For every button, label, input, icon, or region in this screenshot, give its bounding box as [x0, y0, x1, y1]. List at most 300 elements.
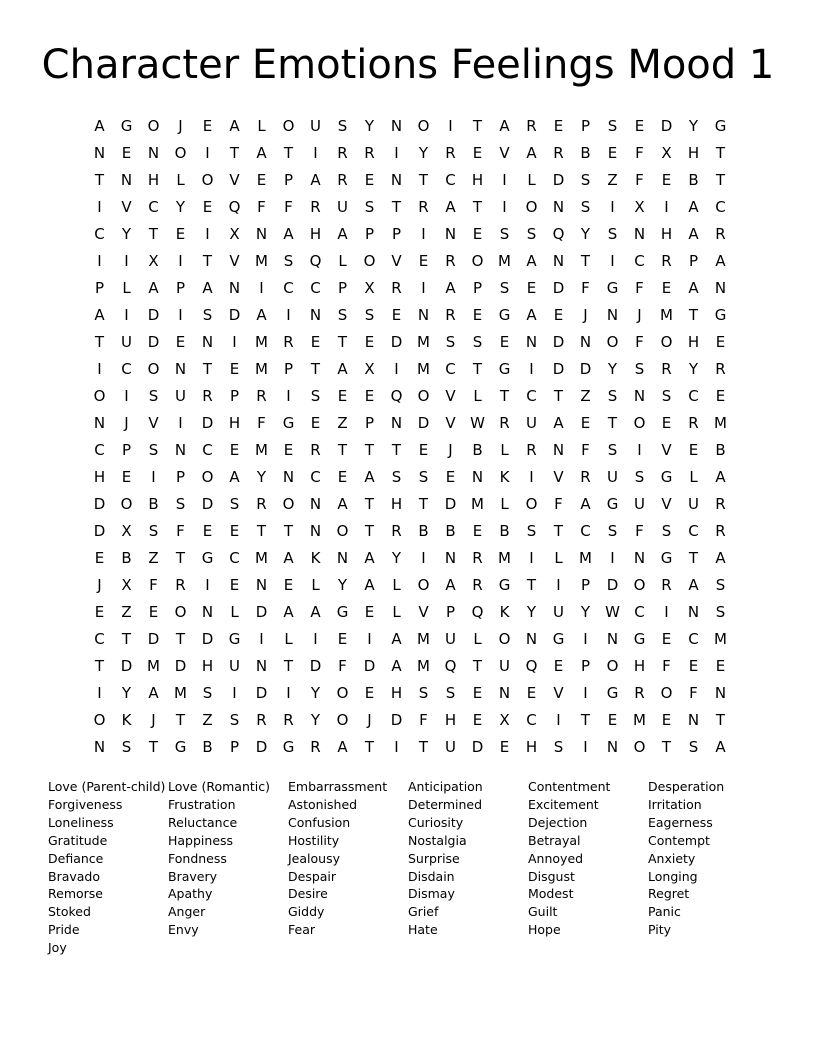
grid-letter[interactable]: S [337, 116, 348, 135]
grid-letter[interactable]: S [607, 116, 618, 135]
grid-letter[interactable]: T [283, 656, 294, 675]
grid-letter[interactable]: R [553, 143, 564, 162]
grid-letter[interactable]: A [526, 305, 537, 324]
grid-letter[interactable]: L [689, 467, 698, 486]
grid-letter[interactable]: E [337, 386, 348, 405]
grid-letter[interactable]: V [553, 467, 564, 486]
grid-letter[interactable]: T [94, 656, 105, 675]
grid-letter[interactable]: V [391, 251, 402, 270]
grid-letter[interactable]: O [606, 656, 619, 675]
grid-letter[interactable]: P [364, 413, 375, 432]
grid-letter[interactable]: D [579, 359, 592, 378]
grid-letter[interactable]: I [178, 413, 183, 432]
grid-letter[interactable]: N [93, 413, 106, 432]
grid-letter[interactable]: O [525, 494, 538, 513]
grid-letter[interactable]: T [688, 305, 699, 324]
grid-letter[interactable]: Y [688, 359, 699, 378]
grid-letter[interactable]: E [337, 467, 348, 486]
grid-letter[interactable]: X [148, 251, 159, 270]
grid-letter[interactable]: T [283, 521, 294, 540]
grid-letter[interactable]: D [660, 116, 673, 135]
grid-letter[interactable]: T [472, 656, 483, 675]
grid-letter[interactable]: B [472, 440, 483, 459]
grid-letter[interactable]: S [391, 467, 402, 486]
grid-letter[interactable]: I [664, 197, 669, 216]
grid-letter[interactable]: S [148, 440, 159, 459]
grid-letter[interactable]: G [228, 629, 241, 648]
grid-letter[interactable]: S [526, 224, 537, 243]
grid-letter[interactable]: Y [391, 548, 402, 567]
grid-letter[interactable]: J [178, 116, 183, 135]
grid-letter[interactable]: S [445, 683, 456, 702]
grid-letter[interactable]: S [715, 602, 726, 621]
grid-letter[interactable]: E [121, 467, 132, 486]
grid-letter[interactable]: S [337, 305, 348, 324]
grid-letter[interactable]: Y [607, 359, 618, 378]
grid-letter[interactable]: O [174, 602, 187, 621]
grid-letter[interactable]: H [390, 683, 403, 702]
grid-letter[interactable]: G [714, 116, 727, 135]
grid-letter[interactable]: N [282, 467, 295, 486]
grid-letter[interactable]: N [552, 197, 565, 216]
grid-letter[interactable]: O [633, 575, 646, 594]
grid-letter[interactable]: I [151, 467, 156, 486]
grid-letter[interactable]: T [715, 710, 726, 729]
grid-letter[interactable]: E [472, 683, 483, 702]
grid-letter[interactable]: A [445, 575, 456, 594]
grid-letter[interactable]: I [367, 629, 372, 648]
grid-letter[interactable]: C [688, 386, 699, 405]
grid-letter[interactable]: D [417, 413, 430, 432]
grid-letter[interactable]: A [715, 548, 726, 567]
grid-letter[interactable]: I [286, 305, 291, 324]
grid-letter[interactable]: E [634, 116, 645, 135]
grid-letter[interactable]: F [689, 683, 698, 702]
grid-letter[interactable]: T [175, 548, 186, 567]
grid-letter[interactable]: X [364, 359, 375, 378]
grid-letter[interactable]: H [228, 413, 241, 432]
grid-letter[interactable]: E [526, 278, 537, 297]
grid-letter[interactable]: J [151, 710, 156, 729]
grid-letter[interactable]: E [283, 575, 294, 594]
grid-letter[interactable]: Q [228, 197, 241, 216]
grid-letter[interactable]: K [121, 710, 132, 729]
grid-letter[interactable]: G [552, 629, 565, 648]
grid-letter[interactable]: F [176, 521, 185, 540]
grid-letter[interactable]: I [610, 548, 615, 567]
grid-letter[interactable]: I [259, 278, 264, 297]
grid-letter[interactable]: X [661, 143, 672, 162]
grid-letter[interactable]: P [580, 575, 591, 594]
grid-letter[interactable]: I [178, 251, 183, 270]
grid-letter[interactable]: J [583, 305, 588, 324]
grid-letter[interactable]: B [121, 548, 132, 567]
grid-letter[interactable]: S [580, 170, 591, 189]
grid-letter[interactable]: I [205, 224, 210, 243]
grid-letter[interactable]: V [418, 602, 429, 621]
grid-letter[interactable]: D [309, 656, 322, 675]
grid-letter[interactable]: A [688, 197, 699, 216]
grid-letter[interactable]: T [94, 170, 105, 189]
grid-letter[interactable]: A [229, 116, 240, 135]
grid-letter[interactable]: T [418, 737, 429, 756]
grid-letter[interactable]: G [336, 602, 349, 621]
grid-letter[interactable]: I [97, 197, 102, 216]
grid-letter[interactable]: J [124, 413, 129, 432]
grid-letter[interactable]: E [418, 251, 429, 270]
grid-letter[interactable]: E [553, 116, 564, 135]
grid-letter[interactable]: E [94, 602, 105, 621]
grid-letter[interactable]: E [661, 278, 672, 297]
grid-letter[interactable]: O [417, 386, 430, 405]
grid-letter[interactable]: N [93, 737, 106, 756]
grid-letter[interactable]: N [201, 332, 214, 351]
grid-letter[interactable]: S [445, 332, 456, 351]
grid-letter[interactable]: S [661, 386, 672, 405]
grid-letter[interactable]: U [175, 386, 186, 405]
grid-letter[interactable]: C [310, 278, 321, 297]
grid-letter[interactable]: N [606, 629, 619, 648]
grid-letter[interactable]: E [688, 440, 699, 459]
grid-letter[interactable]: N [714, 278, 727, 297]
grid-letter[interactable]: F [338, 656, 347, 675]
grid-letter[interactable]: E [310, 332, 321, 351]
grid-letter[interactable]: B [202, 737, 213, 756]
grid-letter[interactable]: T [121, 629, 132, 648]
grid-letter[interactable]: B [715, 440, 726, 459]
grid-letter[interactable]: U [229, 656, 240, 675]
grid-letter[interactable]: Y [256, 467, 267, 486]
grid-letter[interactable]: P [445, 602, 456, 621]
grid-letter[interactable]: E [661, 710, 672, 729]
grid-letter[interactable]: F [635, 278, 644, 297]
grid-letter[interactable]: T [391, 197, 402, 216]
grid-letter[interactable]: M [714, 629, 727, 648]
grid-letter[interactable]: U [688, 494, 699, 513]
grid-letter[interactable]: Y [364, 116, 375, 135]
grid-letter[interactable]: D [255, 602, 268, 621]
grid-letter[interactable]: U [310, 116, 321, 135]
grid-letter[interactable]: H [93, 467, 106, 486]
grid-letter[interactable]: M [417, 332, 430, 351]
grid-letter[interactable]: R [310, 737, 321, 756]
grid-letter[interactable]: A [283, 602, 294, 621]
grid-letter[interactable]: M [417, 656, 430, 675]
grid-letter[interactable]: I [97, 683, 102, 702]
grid-letter[interactable]: P [337, 278, 348, 297]
grid-letter[interactable]: R [688, 413, 699, 432]
grid-letter[interactable]: L [122, 278, 131, 297]
grid-letter[interactable]: M [660, 305, 673, 324]
grid-letter[interactable]: N [390, 170, 403, 189]
grid-letter[interactable]: F [419, 710, 428, 729]
grid-letter[interactable]: P [229, 737, 240, 756]
grid-letter[interactable]: E [175, 224, 186, 243]
grid-letter[interactable]: N [687, 602, 700, 621]
grid-letter[interactable]: N [498, 683, 511, 702]
grid-letter[interactable]: F [662, 656, 671, 675]
grid-letter[interactable]: T [202, 359, 213, 378]
grid-letter[interactable]: T [283, 143, 294, 162]
grid-letter[interactable]: O [120, 494, 133, 513]
grid-letter[interactable]: E [715, 332, 726, 351]
grid-letter[interactable]: X [121, 521, 132, 540]
grid-letter[interactable]: R [283, 710, 294, 729]
grid-letter[interactable]: L [176, 170, 185, 189]
grid-letter[interactable]: D [120, 656, 133, 675]
grid-letter[interactable]: A [364, 548, 375, 567]
grid-letter[interactable]: Y [175, 197, 186, 216]
grid-letter[interactable]: I [529, 548, 534, 567]
grid-letter[interactable]: B [445, 521, 456, 540]
grid-letter[interactable]: R [418, 197, 429, 216]
grid-letter[interactable]: V [121, 197, 132, 216]
grid-letter[interactable]: E [715, 656, 726, 675]
grid-letter[interactable]: A [202, 278, 213, 297]
grid-letter[interactable]: Y [580, 224, 591, 243]
grid-letter[interactable]: E [364, 386, 375, 405]
grid-letter[interactable]: I [610, 197, 615, 216]
grid-letter[interactable]: O [147, 116, 160, 135]
grid-letter[interactable]: L [500, 494, 509, 513]
grid-letter[interactable]: E [202, 521, 213, 540]
grid-letter[interactable]: D [363, 656, 376, 675]
grid-letter[interactable]: F [554, 494, 563, 513]
grid-letter[interactable]: L [230, 602, 239, 621]
grid-letter[interactable]: U [634, 494, 645, 513]
grid-letter[interactable]: U [445, 737, 456, 756]
grid-letter[interactable]: R [445, 305, 456, 324]
grid-letter[interactable]: D [390, 332, 403, 351]
grid-letter[interactable]: R [337, 170, 348, 189]
grid-letter[interactable]: N [552, 440, 565, 459]
grid-letter[interactable]: H [687, 143, 700, 162]
grid-letter[interactable]: D [552, 359, 565, 378]
grid-letter[interactable]: A [715, 467, 726, 486]
grid-letter[interactable]: I [664, 602, 669, 621]
grid-letter[interactable]: P [391, 224, 402, 243]
grid-letter[interactable]: S [202, 305, 213, 324]
grid-letter[interactable]: D [93, 521, 106, 540]
grid-letter[interactable]: F [581, 278, 590, 297]
grid-letter[interactable]: L [500, 440, 509, 459]
grid-letter[interactable]: M [255, 359, 268, 378]
grid-letter[interactable]: F [635, 170, 644, 189]
grid-letter[interactable]: I [448, 116, 453, 135]
grid-letter[interactable]: D [255, 683, 268, 702]
grid-letter[interactable]: S [418, 683, 429, 702]
grid-letter[interactable]: S [283, 251, 294, 270]
grid-letter[interactable]: O [417, 116, 430, 135]
grid-letter[interactable]: D [471, 737, 484, 756]
grid-letter[interactable]: L [392, 602, 401, 621]
grid-letter[interactable]: U [526, 413, 537, 432]
grid-letter[interactable]: N [255, 224, 268, 243]
grid-letter[interactable]: S [634, 467, 645, 486]
grid-letter[interactable]: J [637, 305, 642, 324]
grid-letter[interactable]: I [232, 683, 237, 702]
grid-letter[interactable]: C [202, 440, 213, 459]
grid-letter[interactable]: E [661, 413, 672, 432]
grid-letter[interactable]: S [229, 710, 240, 729]
grid-letter[interactable]: Y [121, 683, 132, 702]
grid-letter[interactable]: I [205, 143, 210, 162]
grid-letter[interactable]: R [661, 575, 672, 594]
grid-letter[interactable]: C [229, 548, 240, 567]
grid-letter[interactable]: A [715, 737, 726, 756]
grid-letter[interactable]: N [471, 467, 484, 486]
grid-letter[interactable]: N [417, 305, 430, 324]
grid-letter[interactable]: E [472, 143, 483, 162]
grid-letter[interactable]: T [607, 413, 618, 432]
grid-letter[interactable]: Z [202, 710, 213, 729]
grid-letter[interactable]: C [715, 197, 726, 216]
grid-letter[interactable]: E [472, 305, 483, 324]
grid-letter[interactable]: B [580, 143, 591, 162]
grid-letter[interactable]: F [635, 521, 644, 540]
grid-letter[interactable]: E [256, 170, 267, 189]
grid-letter[interactable]: F [257, 413, 266, 432]
grid-letter[interactable]: O [201, 467, 214, 486]
grid-letter[interactable]: T [229, 143, 240, 162]
grid-letter[interactable]: S [364, 305, 375, 324]
grid-letter[interactable]: N [633, 386, 646, 405]
grid-letter[interactable]: K [310, 548, 321, 567]
grid-letter[interactable]: C [634, 251, 645, 270]
grid-letter[interactable]: D [552, 332, 565, 351]
grid-letter[interactable]: R [391, 521, 402, 540]
grid-letter[interactable]: T [472, 359, 483, 378]
grid-letter[interactable]: C [445, 170, 456, 189]
grid-letter[interactable]: S [607, 224, 618, 243]
grid-letter[interactable]: I [394, 143, 399, 162]
grid-letter[interactable]: Y [337, 575, 348, 594]
grid-letter[interactable]: R [337, 143, 348, 162]
grid-letter[interactable]: B [499, 521, 510, 540]
grid-letter[interactable]: N [552, 251, 565, 270]
grid-letter[interactable]: G [606, 683, 619, 702]
grid-letter[interactable]: V [499, 143, 510, 162]
grid-letter[interactable]: A [283, 224, 294, 243]
grid-letter[interactable]: D [606, 575, 619, 594]
grid-letter[interactable]: T [418, 494, 429, 513]
grid-letter[interactable]: S [688, 737, 699, 756]
grid-letter[interactable]: C [94, 629, 105, 648]
grid-letter[interactable]: S [607, 521, 618, 540]
grid-letter[interactable]: R [661, 359, 672, 378]
grid-letter[interactable]: W [605, 602, 620, 621]
grid-letter[interactable]: C [634, 602, 645, 621]
grid-letter[interactable]: G [714, 305, 727, 324]
grid-letter[interactable]: H [687, 332, 700, 351]
grid-letter[interactable]: O [147, 359, 160, 378]
grid-letter[interactable]: G [282, 737, 295, 756]
grid-letter[interactable]: N [309, 521, 322, 540]
grid-letter[interactable]: N [255, 575, 268, 594]
grid-letter[interactable]: A [526, 251, 537, 270]
grid-letter[interactable]: N [336, 548, 349, 567]
grid-letter[interactable]: N [147, 143, 160, 162]
grid-letter[interactable]: T [553, 521, 564, 540]
grid-letter[interactable]: X [364, 278, 375, 297]
grid-letter[interactable]: R [526, 116, 537, 135]
grid-letter[interactable]: I [610, 251, 615, 270]
grid-letter[interactable]: A [445, 278, 456, 297]
grid-letter[interactable]: E [472, 521, 483, 540]
grid-letter[interactable]: S [310, 386, 321, 405]
grid-letter[interactable]: H [660, 224, 673, 243]
grid-letter[interactable]: X [499, 710, 510, 729]
grid-letter[interactable]: G [606, 278, 619, 297]
grid-letter[interactable]: E [499, 332, 510, 351]
grid-letter[interactable]: S [202, 683, 213, 702]
grid-letter[interactable]: E [121, 143, 132, 162]
grid-letter[interactable]: R [445, 143, 456, 162]
grid-letter[interactable]: F [635, 143, 644, 162]
grid-letter[interactable]: A [337, 359, 348, 378]
grid-letter[interactable]: T [553, 386, 564, 405]
grid-letter[interactable]: X [121, 575, 132, 594]
grid-letter[interactable]: A [364, 467, 375, 486]
grid-letter[interactable]: E [202, 116, 213, 135]
grid-letter[interactable]: R [202, 386, 213, 405]
grid-letter[interactable]: T [364, 737, 375, 756]
grid-letter[interactable]: A [229, 467, 240, 486]
grid-letter[interactable]: Q [444, 656, 457, 675]
grid-letter[interactable]: E [472, 224, 483, 243]
grid-letter[interactable]: O [174, 143, 187, 162]
grid-letter[interactable]: H [147, 170, 160, 189]
grid-letter[interactable]: D [174, 656, 187, 675]
grid-letter[interactable]: N [309, 494, 322, 513]
grid-letter[interactable]: S [661, 521, 672, 540]
grid-letter[interactable]: T [580, 710, 591, 729]
grid-letter[interactable]: T [256, 521, 267, 540]
grid-letter[interactable]: C [94, 224, 105, 243]
grid-letter[interactable]: I [259, 629, 264, 648]
grid-letter[interactable]: O [606, 332, 619, 351]
grid-letter[interactable]: A [580, 494, 591, 513]
grid-letter[interactable]: U [445, 629, 456, 648]
grid-letter[interactable]: E [553, 656, 564, 675]
grid-letter[interactable]: A [337, 224, 348, 243]
grid-letter[interactable]: I [394, 737, 399, 756]
grid-letter[interactable]: Q [471, 602, 484, 621]
grid-letter[interactable]: M [471, 494, 484, 513]
grid-letter[interactable]: F [581, 440, 590, 459]
grid-letter[interactable]: T [472, 116, 483, 135]
grid-letter[interactable]: S [580, 197, 591, 216]
grid-letter[interactable]: W [470, 413, 485, 432]
grid-letter[interactable]: A [148, 683, 159, 702]
grid-letter[interactable]: L [257, 116, 266, 135]
grid-letter[interactable]: R [364, 143, 375, 162]
grid-letter[interactable]: D [228, 305, 241, 324]
grid-letter[interactable]: E [607, 143, 618, 162]
grid-letter[interactable]: Z [121, 602, 132, 621]
grid-letter[interactable]: Y [688, 116, 699, 135]
grid-letter[interactable]: T [472, 197, 483, 216]
grid-letter[interactable]: M [633, 710, 646, 729]
grid-letter[interactable]: R [634, 683, 645, 702]
grid-letter[interactable]: U [607, 467, 618, 486]
grid-letter[interactable]: I [637, 440, 642, 459]
grid-letter[interactable]: I [97, 359, 102, 378]
grid-letter[interactable]: I [313, 629, 318, 648]
grid-letter[interactable]: I [286, 683, 291, 702]
grid-letter[interactable]: E [688, 656, 699, 675]
grid-letter[interactable]: N [525, 332, 538, 351]
